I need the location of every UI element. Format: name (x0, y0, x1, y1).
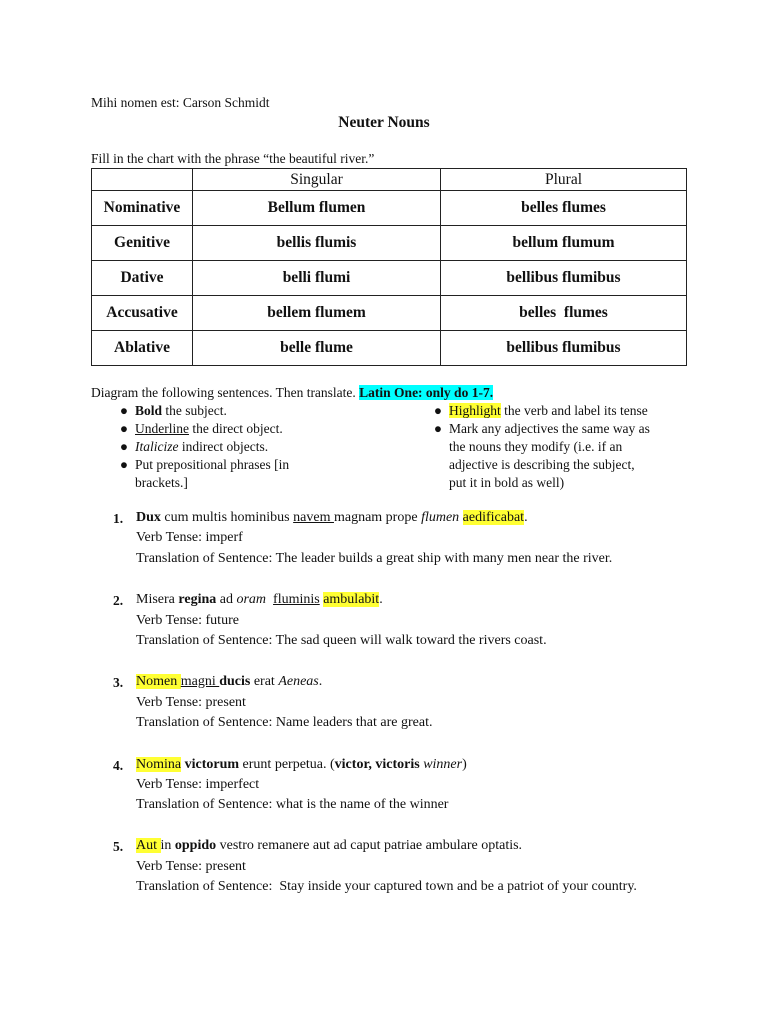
indirect-object-word: oram (236, 592, 267, 607)
bullet-em-bold: Bold (135, 403, 163, 418)
table-row (92, 261, 687, 296)
sentence-number: 1. (113, 511, 124, 526)
case-label: Accusative (92, 296, 193, 331)
diagram-intro-text: Diagram the following sentences. Then translate. (91, 385, 360, 400)
translation-4: Translation of Sentence: what is the name of the winner (136, 797, 449, 812)
right-bullet-list (432, 402, 650, 492)
list-item (118, 456, 289, 492)
diagram-instruction (91, 384, 493, 402)
indirect-object-word: Aeneas (278, 674, 319, 689)
direct-object-word: magni (180, 674, 220, 689)
bullet-text: Put prepositional phrases [in (135, 457, 290, 472)
case-label: Dative (92, 261, 193, 296)
bullet-dot: ● (433, 403, 443, 418)
verb-tense-5: Verb Tense: present (136, 859, 246, 874)
sentence-text: vestro remanere aut ad caput patriae ambulare optatis. (216, 838, 523, 853)
translation-1: Translation of Sentence: The leader builds a great ship with many men near the river. (136, 551, 613, 566)
plural-cell: bellum flumum (441, 226, 687, 261)
chart-header-row (92, 169, 687, 191)
sentence-number: 2. (113, 593, 124, 608)
bullet-text: Mark any adjectives the same way as (449, 421, 650, 436)
case-label: Nominative (92, 191, 193, 226)
latin-sentence-4 (136, 756, 467, 774)
subject-word: victorum (184, 757, 240, 772)
sentence-text: Misera (136, 592, 179, 607)
sentence-text: . (524, 510, 528, 525)
verb-tense-2: Verb Tense: future (136, 613, 239, 628)
verb-word: Nomen (136, 674, 181, 689)
verb-word: Aut (136, 838, 161, 853)
table-row (92, 191, 687, 226)
table-row (92, 331, 687, 366)
sentence-text: magnam prope (333, 510, 422, 525)
sentence-text: ad (216, 592, 237, 607)
column-header-plural: Plural (441, 169, 687, 191)
singular-cell: bellis flumis (193, 226, 441, 261)
bullet-dot: ● (119, 439, 129, 454)
translation-2: Translation of Sentence: The sad queen will walk toward the rivers coast. (136, 633, 547, 648)
plural-cell: belles flumes (441, 296, 687, 331)
singular-cell: belle flume (193, 331, 441, 366)
verb-tense-4: Verb Tense: imperfect (136, 777, 260, 792)
sentence-text: ) (462, 757, 467, 772)
left-bullet-list (118, 402, 289, 492)
chart-instruction: Fill in the chart with the phrase “the beautiful river.” (91, 151, 375, 166)
list-item (118, 438, 289, 456)
bullet-dot: ● (119, 421, 129, 436)
plural-cell: belles flumes (441, 191, 687, 226)
bullet-dot: ● (433, 421, 443, 436)
verb-tense-1: Verb Tense: imperf (136, 530, 243, 545)
verb-tense-3: Verb Tense: present (136, 695, 246, 710)
list-item (432, 420, 650, 492)
sentence-text: erat (250, 674, 279, 689)
vocab-gloss: winner (423, 757, 463, 772)
student-name-line: Mihi nomen est: Carson Schmidt (91, 95, 270, 110)
case-label: Genitive (92, 226, 193, 261)
chart-corner-cell (92, 169, 193, 191)
latin-sentence-5 (136, 837, 522, 855)
list-item (118, 402, 289, 420)
plural-cell: bellibus flumibus (441, 261, 687, 296)
singular-cell: bellem flumem (193, 296, 441, 331)
latin-sentence-3 (136, 673, 322, 691)
bullet-text: the subject. (162, 403, 227, 418)
verb-word: ambulabit (323, 592, 380, 607)
latin-sentence-2 (136, 591, 383, 609)
table-row (92, 296, 687, 331)
sentence-number: 4. (113, 758, 124, 773)
translation-3: Translation of Sentence: Name leaders that are great. (136, 715, 433, 730)
column-header-singular: Singular (193, 169, 441, 191)
direct-object-word: fluminis (273, 592, 320, 607)
sentence-number: 5. (113, 839, 124, 854)
sentence-text: in (160, 838, 175, 853)
latin-sentence-1 (136, 509, 528, 527)
bullet-text: adjective is describing the subject, (449, 457, 635, 472)
page-title: Neuter Nouns (338, 114, 430, 131)
bullet-text: the direct object. (188, 421, 283, 436)
bullet-em-highlight: Highlight (449, 403, 501, 418)
list-item (118, 420, 289, 438)
bullet-dot: ● (119, 457, 129, 472)
bullet-text: put it in bold as well) (449, 475, 565, 490)
bullet-text: brackets.] (135, 475, 188, 490)
bullet-text: indirect objects. (178, 439, 269, 454)
singular-cell: belli flumi (193, 261, 441, 296)
bullet-dot: ● (119, 403, 129, 418)
bullet-em-underline: Underline (135, 421, 189, 436)
bullet-em-italic: Italicize (135, 439, 179, 454)
bullet-text: the nouns they modify (i.e. if an (449, 439, 623, 454)
verb-word: aedificabat (462, 510, 525, 525)
sentence-number: 3. (113, 675, 124, 690)
case-label: Ablative (92, 331, 193, 366)
direct-object-word: navem (293, 510, 334, 525)
vocab-word: victor, victoris (334, 757, 420, 772)
plural-cell: bellibus flumibus (441, 331, 687, 366)
subject-word: Dux (136, 510, 161, 525)
list-item (432, 402, 650, 420)
subject-word: oppido (174, 838, 217, 853)
sentence-text: cum multis hominibus (160, 510, 294, 525)
sentence-text: . (318, 674, 323, 689)
indirect-object-word: flumen (421, 510, 460, 525)
sentence-text: erunt perpetua. ( (239, 757, 335, 772)
translation-5: Translation of Sentence: Stay inside your captured town and be a patriot of your country. (136, 879, 637, 894)
verb-word: Nomina (136, 757, 182, 772)
declension-chart (91, 168, 687, 366)
subject-word: regina (178, 592, 217, 607)
sentence-text: . (379, 592, 383, 607)
subject-word: ducis (219, 674, 251, 689)
latin-one-note: Latin One: only do 1-7. (359, 385, 494, 400)
table-row (92, 226, 687, 261)
bullet-text: the verb and label its tense (500, 403, 648, 418)
sentence-text (266, 592, 273, 607)
singular-cell: Bellum flumen (193, 191, 441, 226)
